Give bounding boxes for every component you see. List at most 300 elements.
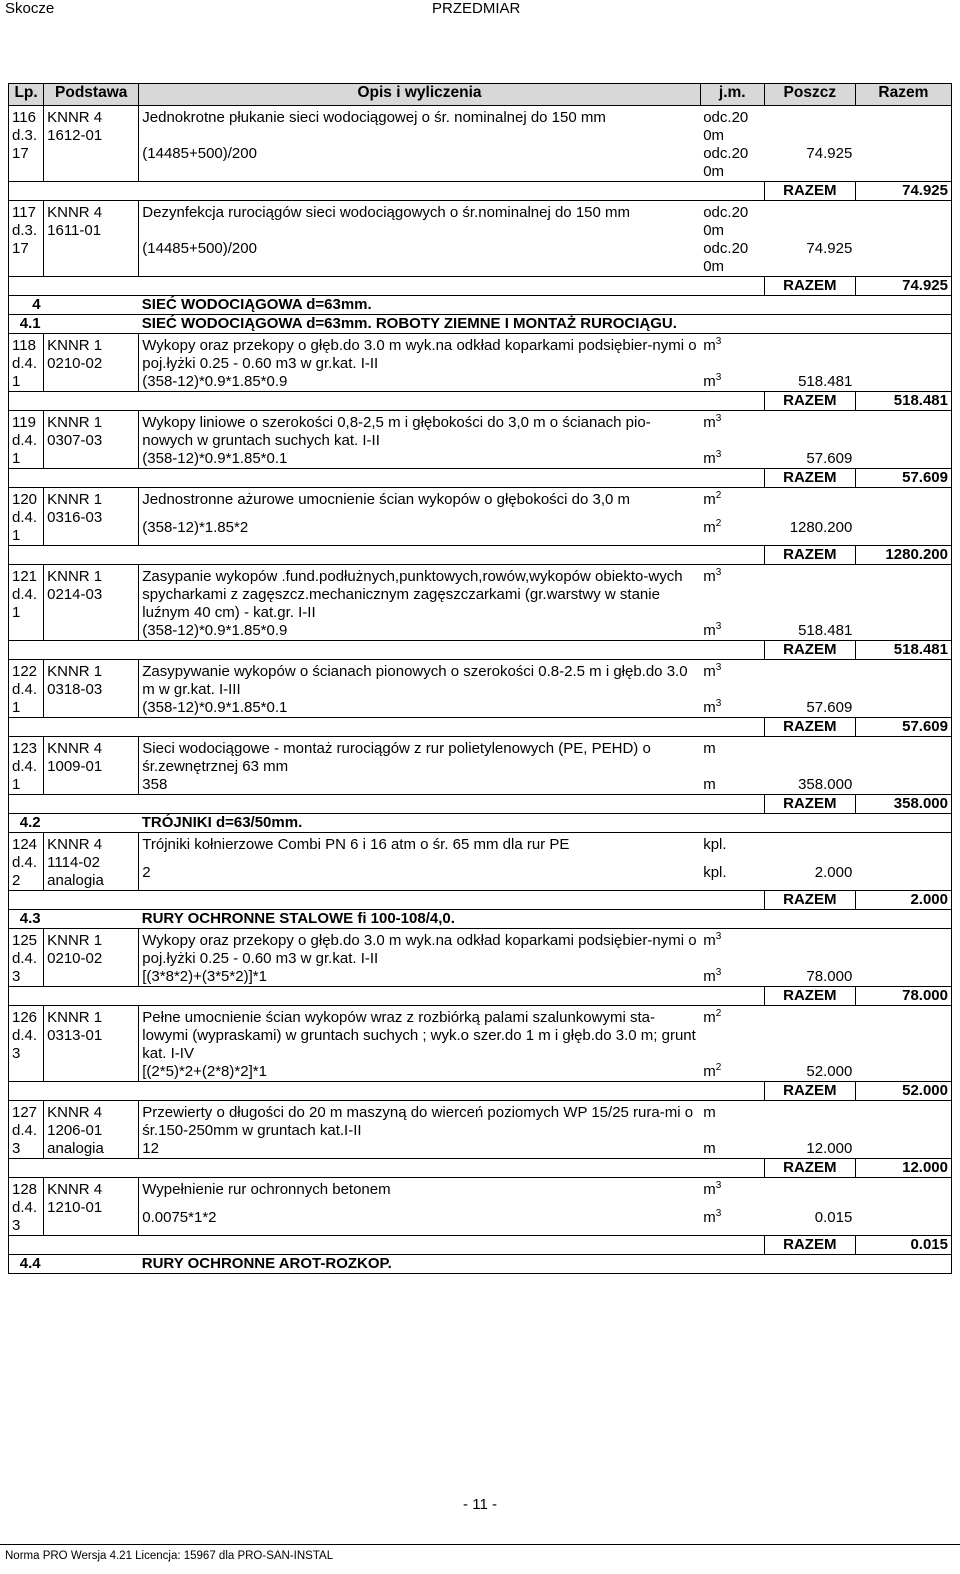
empty-cell [855, 334, 951, 374]
position-basis-line: KNNR 4 [47, 109, 103, 126]
calc-expression: [(2*5)*2+(2*8)*2]*1 [142, 1063, 267, 1080]
calc-unit: m [703, 776, 716, 793]
section-number: 4.4 [9, 1255, 44, 1274]
position-description: Wykopy oraz przekopy o głęb.do 3.0 m wyk.na odkład koparkami podsiębier-nymi o poj.łyżki 0.25 - 0.60 m3 w gr.kat. I-II [142, 337, 697, 372]
empty-cell [855, 488, 951, 519]
calc-expression: (358-12)*0.9*1.85*0.1 [142, 699, 288, 716]
position-unit: $m^3$ [703, 662, 722, 680]
calc-partial: 1280.200 [789, 518, 853, 536]
calc-unit: $m^3$ [703, 967, 722, 985]
sum-row [9, 987, 952, 1006]
calc-row [9, 145, 952, 182]
empty-cell [9, 718, 765, 737]
position-basis [44, 411, 139, 469]
calc-partial: 74.925 [806, 240, 853, 257]
position-basis-line: KNNR 4 [47, 740, 103, 757]
position-basis-line: 0210-02 [47, 355, 103, 372]
empty-cell [855, 106, 951, 146]
table-header-row [9, 84, 952, 106]
position-number-line: 124 [12, 836, 38, 853]
calc-row [9, 450, 952, 469]
calc-expression: (358-12)*0.9*1.85*0.9 [142, 373, 288, 390]
position-number-line: 116 [12, 109, 36, 126]
position-basis [44, 737, 139, 795]
position-number-line: 119 [12, 414, 36, 431]
position-basis [44, 929, 139, 987]
header-left: Skocze [5, 0, 55, 17]
position-number-line: 128 [12, 1181, 38, 1198]
empty-cell [9, 546, 765, 565]
position-basis [44, 106, 139, 182]
position-basis-line [47, 699, 135, 717]
position-number-line: d.4. [12, 854, 38, 871]
calc-row [9, 1209, 952, 1236]
sum-label: RAZEM [764, 277, 855, 296]
position-basis-line: KNNR 1 [47, 414, 103, 431]
position-number-line: 126 [12, 1009, 38, 1026]
position-basis-line [47, 968, 135, 986]
calc-partial: 12.000 [806, 1140, 853, 1157]
sum-label: RAZEM [764, 795, 855, 814]
sum-value: 518.481 [855, 641, 951, 660]
position-basis-line: 0210-02 [47, 950, 103, 967]
empty-cell [764, 929, 855, 969]
position-number [9, 488, 44, 546]
position-description: Zasypywanie wykopów o ścianach pionowych o szerokości 0.8-2.5 m i głęb.do 3.0 m w gr.kat. I-III [142, 663, 688, 698]
empty-cell [44, 910, 139, 929]
calc-unit: $m^2$ [703, 517, 722, 536]
sum-value: 12.000 [855, 1159, 951, 1178]
calc-expression: 358 [142, 776, 168, 793]
sum-row [9, 891, 952, 910]
calc-expression: 12 [142, 1140, 159, 1157]
empty-cell [855, 1178, 951, 1209]
position-basis-line: KNNR 4 [47, 836, 103, 853]
position-basis [44, 1006, 139, 1082]
sum-value: 358.000 [855, 795, 951, 814]
empty-cell [855, 373, 951, 392]
position-number [9, 833, 44, 891]
sum-label: RAZEM [764, 392, 855, 411]
position-number-line: 17 [12, 240, 29, 257]
sum-row [9, 546, 952, 565]
sum-value: 0.015 [855, 1236, 951, 1255]
calc-partial: 358.000 [798, 776, 853, 793]
calc-partial: 518.481 [798, 622, 853, 639]
sum-label: RAZEM [764, 987, 855, 1006]
calc-expression: (358-12)*0.9*1.85*0.1 [142, 450, 288, 467]
position-description: Wypełnienie rur ochronnych betonem [142, 1181, 391, 1198]
empty-cell [855, 565, 951, 623]
empty-cell [764, 488, 855, 519]
position-number-line: 127 [12, 1104, 38, 1121]
sum-value: 518.481 [855, 392, 951, 411]
section-number: 4.2 [9, 814, 44, 833]
page-number: - 11 - [463, 1496, 497, 1513]
position-description: Pełne umocnienie ścian wykopów wraz z rozbiórką palami szalunkowymi sta-lowymi (wypraskami) w gruntach suchych ; wyk.o szer.do 1 m i głęb.do 3.0 m; grunt kat. I-IV [142, 1009, 696, 1062]
position-unit: $m^2$ [703, 490, 722, 508]
position-description: Wykopy liniowe o szerokości 0,8-2,5 m i głębokości do 3,0 m o ścianach pio-nowych w gruntach suchych kat. I-II [142, 414, 651, 449]
section-title: SIEĆ WODOCIĄGOWA d=63mm. ROBOTY ZIEMNE I MONTAŻ RUROCIĄGU. [139, 315, 952, 334]
position-basis-line: 1009-01 [47, 758, 103, 775]
position-number-line: 1 [12, 373, 21, 390]
sum-value: 57.609 [855, 469, 951, 488]
empty-cell [855, 776, 951, 795]
section-row [9, 296, 952, 315]
empty-cell [855, 1209, 951, 1236]
sum-row [9, 469, 952, 488]
calc-row [9, 864, 952, 891]
position-basis-line [47, 604, 135, 622]
position-number-line: 17 [12, 145, 29, 162]
empty-cell [764, 1178, 855, 1209]
position-basis-line [47, 373, 135, 391]
sum-label: RAZEM [764, 546, 855, 565]
empty-cell [855, 737, 951, 777]
position-basis-line: KNNR 4 [47, 204, 103, 221]
sum-row [9, 1082, 952, 1101]
empty-cell [855, 660, 951, 700]
sum-label: RAZEM [764, 1159, 855, 1178]
sum-value: 57.609 [855, 718, 951, 737]
position-unit: $m^3$ [703, 567, 722, 585]
empty-cell [9, 392, 765, 411]
empty-cell [44, 296, 139, 315]
position-basis-line: KNNR 4 [47, 1181, 103, 1198]
sum-label: RAZEM [764, 182, 855, 201]
sum-row [9, 795, 952, 814]
sum-label: RAZEM [764, 641, 855, 660]
empty-cell [855, 864, 951, 891]
empty-cell [764, 737, 855, 777]
empty-cell [764, 334, 855, 374]
empty-cell [9, 1236, 765, 1255]
position-unit: $m^3$ [703, 1180, 722, 1198]
position-number-line: 123 [12, 740, 38, 757]
position-description: Jednokrotne płukanie sieci wodociągowej o śr. nominalnej do 150 mm [142, 109, 606, 126]
position-basis-line: 0307-03 [47, 432, 103, 449]
position-unit: m [703, 740, 716, 757]
page-header [0, 0, 960, 18]
estimate-table [8, 83, 952, 1274]
empty-cell [9, 469, 765, 488]
sum-label: RAZEM [764, 718, 855, 737]
position-number [9, 660, 44, 718]
empty-cell [764, 660, 855, 700]
calc-unit: $m^2$ [703, 1062, 722, 1080]
position-number-line: d.4. [12, 1122, 38, 1139]
position-basis [44, 565, 139, 641]
calc-unit: kpl. [703, 863, 727, 881]
section-row [9, 1255, 952, 1274]
empty-cell [9, 277, 765, 296]
position-number [9, 929, 44, 987]
calc-unit: $m^3$ [703, 621, 722, 639]
calc-row [9, 776, 952, 795]
sum-value: 74.925 [855, 277, 951, 296]
calc-unit: odc.20 0m [703, 240, 749, 275]
calc-unit: m [703, 1140, 716, 1157]
calc-partial: 57.609 [806, 450, 853, 467]
empty-cell [9, 795, 765, 814]
section-title: SIEĆ WODOCIĄGOWA d=63mm. [139, 296, 952, 315]
position-basis-line: KNNR 1 [47, 491, 103, 508]
sum-row [9, 1236, 952, 1255]
sum-label: RAZEM [764, 1082, 855, 1101]
empty-cell [855, 622, 951, 641]
sum-value: 1280.200 [855, 546, 951, 565]
header-title: PRZEDMIAR [432, 0, 521, 17]
calc-row [9, 519, 952, 546]
section-title: RURY OCHRONNE AROT-ROZKOP. [139, 1255, 952, 1274]
calc-partial: 74.925 [806, 145, 853, 162]
calc-unit: $m^3$ [703, 1207, 722, 1226]
position-number [9, 565, 44, 641]
col-opis: Opis i wyliczenia [139, 84, 700, 106]
calc-expression: 2 [142, 863, 151, 881]
position-unit: $m^3$ [703, 336, 722, 354]
position-basis-line: 1206-01 [47, 1122, 103, 1139]
sum-value: 52.000 [855, 1082, 951, 1101]
position-basis [44, 201, 139, 277]
calc-row [9, 240, 952, 277]
empty-cell [855, 450, 951, 469]
position-number-line: 121 [12, 568, 38, 585]
calc-row [9, 968, 952, 987]
position-number-line: 1 [12, 776, 21, 793]
calc-expression: (14485+500)/200 [142, 145, 257, 162]
position-basis-line: KNNR 1 [47, 663, 103, 680]
position-basis [44, 1101, 139, 1159]
sum-value: 74.925 [855, 182, 951, 201]
position-number [9, 1006, 44, 1082]
position-number-line: d.4. [12, 586, 38, 603]
position-basis-line [47, 1217, 135, 1235]
position-number-line: 3 [12, 1140, 21, 1157]
sum-value: 78.000 [855, 987, 951, 1006]
empty-cell [764, 201, 855, 241]
calc-partial: 78.000 [806, 968, 853, 985]
sum-row [9, 182, 952, 201]
col-poszcz: Poszcz [764, 84, 855, 106]
sum-row [9, 277, 952, 296]
position-basis [44, 833, 139, 891]
empty-cell [764, 1006, 855, 1064]
section-title: RURY OCHRONNE STALOWE fi 100-108/4,0. [139, 910, 952, 929]
empty-cell [764, 1101, 855, 1141]
section-row [9, 315, 952, 334]
empty-cell [9, 182, 765, 201]
position-number [9, 201, 44, 277]
position-description: Przewierty o długości do 20 m maszyną do wierceń poziomych WP 15/25 rura-mi o śr.150-250mm w gruntach kat.I-II [142, 1104, 694, 1139]
sum-value: 2.000 [855, 891, 951, 910]
table-body [9, 106, 952, 1274]
col-lp: Lp. [9, 84, 44, 106]
position-number [9, 1178, 44, 1236]
position-description: Dezynfekcja rurociągów sieci wodociągowych o śr.nominalnej do 150 mm [142, 204, 630, 221]
sum-row [9, 1159, 952, 1178]
section-number: 4.3 [9, 910, 44, 929]
empty-cell [44, 814, 139, 833]
empty-cell [764, 833, 855, 864]
position-number-line: 117 [12, 204, 36, 221]
sum-label: RAZEM [764, 891, 855, 910]
section-row [9, 814, 952, 833]
position-number-line: 1 [12, 604, 21, 621]
position-number-line: d.4. [12, 355, 38, 372]
calc-expression: (358-12)*1.85*2 [142, 518, 249, 536]
empty-cell [855, 929, 951, 969]
position-number-line: 118 [12, 337, 36, 354]
position-basis-line: analogia [47, 1140, 104, 1157]
calc-partial: 518.481 [798, 373, 853, 390]
empty-cell [855, 699, 951, 718]
calc-expression: (14485+500)/200 [142, 240, 257, 257]
position-basis-line: KNNR 4 [47, 1104, 103, 1121]
empty-cell [9, 641, 765, 660]
empty-cell [764, 411, 855, 451]
position-description: Trójniki kołnierzowe Combi PN 6 i 16 atm o śr. 65 mm dla rur PE [142, 836, 570, 853]
position-basis-line [47, 527, 135, 545]
empty-cell [855, 201, 951, 241]
position-number-line: d.4. [12, 950, 38, 967]
position-number-line: d.4. [12, 758, 38, 775]
position-number-line: d.3. [12, 127, 38, 144]
empty-cell [9, 987, 765, 1006]
calc-expression: [(3*8*2)+(3*5*2)]*1 [142, 968, 267, 985]
calc-partial: 0.015 [814, 1208, 853, 1226]
position-description: Sieci wodociągowe - montaż rurociągów z rur polietylenowych (PE, PEHD) o śr.zewnętrznej 63 mm [142, 740, 651, 775]
empty-cell [855, 240, 951, 277]
position-basis [44, 1178, 139, 1236]
position-basis-line [47, 450, 135, 468]
position-number-line: 1 [12, 450, 21, 467]
sum-label: RAZEM [764, 1236, 855, 1255]
calc-row [9, 1063, 952, 1082]
position-number [9, 1101, 44, 1159]
position-number-line: 3 [12, 1217, 21, 1234]
position-basis-line: 0316-03 [47, 509, 103, 526]
calc-partial: 57.609 [806, 699, 853, 716]
position-basis-line [47, 776, 135, 794]
position-basis [44, 488, 139, 546]
sum-row [9, 718, 952, 737]
position-number-line: 1 [12, 699, 21, 716]
position-number-line: d.4. [12, 1199, 38, 1216]
position-number [9, 106, 44, 182]
empty-cell [855, 145, 951, 182]
calc-row [9, 699, 952, 718]
position-number-line: 120 [12, 491, 38, 508]
position-number-line: d.4. [12, 432, 38, 449]
empty-cell [855, 1101, 951, 1141]
col-razem: Razem [855, 84, 951, 106]
position-basis [44, 334, 139, 392]
position-number-line: 3 [12, 1045, 21, 1062]
position-basis-line [47, 1045, 135, 1063]
empty-cell [764, 106, 855, 146]
sum-row [9, 392, 952, 411]
position-number-line: d.4. [12, 1027, 38, 1044]
position-number [9, 411, 44, 469]
section-row [9, 910, 952, 929]
position-basis-line: KNNR 1 [47, 932, 103, 949]
position-number-line: d.3. [12, 222, 38, 239]
position-basis [44, 660, 139, 718]
position-number-line: 122 [12, 663, 38, 680]
calc-unit: $m^3$ [703, 449, 722, 467]
position-number [9, 334, 44, 392]
position-basis-line: 1114-02 [47, 854, 100, 871]
empty-cell [855, 411, 951, 451]
empty-cell [44, 315, 139, 334]
calc-partial: 2.000 [814, 863, 853, 881]
section-number: 4 [9, 296, 44, 315]
position-unit: $m^2$ [703, 1008, 722, 1026]
empty-cell [9, 1082, 765, 1101]
position-number-line: 2 [12, 872, 21, 889]
calc-unit: $m^3$ [703, 698, 722, 716]
calc-row [9, 1140, 952, 1159]
empty-cell [855, 1006, 951, 1064]
footer-divider [0, 1544, 960, 1545]
position-unit: $m^3$ [703, 413, 722, 431]
position-basis-line: KNNR 1 [47, 337, 103, 354]
position-basis-line: KNNR 1 [47, 568, 103, 585]
section-number: 4.1 [9, 315, 44, 334]
position-unit: m [703, 1104, 716, 1121]
position-unit: kpl. [703, 836, 727, 853]
calc-partial: 52.000 [806, 1063, 853, 1080]
calc-expression: (358-12)*0.9*1.85*0.9 [142, 622, 288, 639]
col-jm: j.m. [700, 84, 764, 106]
position-basis-line: 1612-01 [47, 127, 103, 144]
calc-expression: 0.0075*1*2 [142, 1208, 217, 1226]
empty-cell [855, 519, 951, 546]
position-basis-line: KNNR 1 [47, 1009, 103, 1026]
position-number-line: 3 [12, 968, 21, 985]
position-number [9, 737, 44, 795]
empty-cell [855, 1063, 951, 1082]
position-number-line: 125 [12, 932, 38, 949]
position-basis-line: 0313-01 [47, 1027, 103, 1044]
section-title: TRÓJNIKI d=63/50mm. [139, 814, 952, 833]
empty-cell [855, 968, 951, 987]
calc-row [9, 373, 952, 392]
position-basis-line: 1611-01 [47, 222, 102, 239]
position-basis-line: analogia [47, 872, 104, 889]
empty-cell [9, 1159, 765, 1178]
empty-cell [9, 891, 765, 910]
position-basis-line: 0214-03 [47, 586, 103, 603]
position-number-line: 1 [12, 527, 21, 544]
position-number-line: d.4. [12, 681, 38, 698]
position-description: Jednostronne ażurowe umocnienie ścian wykopów o głębokości do 3,0 m [142, 491, 631, 508]
empty-cell [764, 565, 855, 623]
position-number-line: d.4. [12, 509, 38, 526]
calc-unit: odc.20 0m [703, 145, 749, 180]
sum-row [9, 641, 952, 660]
position-unit: odc.20 0m [703, 204, 749, 239]
col-podstawa: Podstawa [44, 84, 139, 106]
position-description: Zasypanie wykopów .fund.podłużnych,punktowych,rowów,wykopów obiekto-wych spycharkami z zagęszcz.mechanicznym zagęszczarkami (gr.warstwy w stanie luźnym 40 cm) - kat.gr. I-II [142, 568, 683, 621]
position-unit: $m^3$ [703, 931, 722, 949]
empty-cell [855, 1140, 951, 1159]
empty-cell [855, 833, 951, 864]
footer-text: Norma PRO Wersja 4.21 Licencja: 15967 dla PRO-SAN-INSTAL [5, 1550, 334, 1562]
calc-unit: $m^3$ [703, 372, 722, 390]
sum-label: RAZEM [764, 469, 855, 488]
